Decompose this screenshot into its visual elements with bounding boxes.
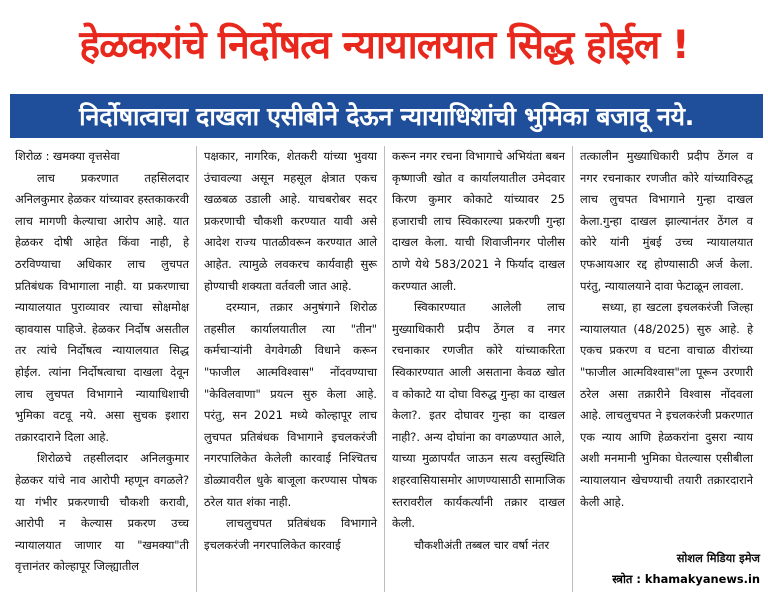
paragraph: सध्या, हा खटला इचलकरंजी जिल्हा न्यायालयात (48/2025) सुरु आहे. हे एकच प्रकरण व घटना वाचाळ वीरांच्या "फाजील आत्मविश्वास"ला पूरून उरणारी ठरेल असा तक्रारीने विश्वास नोंदवला आहे. लाचलुचपत ने इचलकरंजी प्रकरणात एक न्याय आणि हेळकरांना दुसरा न्याय अशी मनमानी भुमिका घेतल्यास एसीबीला न्यायालयान खेचण्याची तयारी तक्रारदाराने केली आहे. xyxy=(580,300,753,509)
column-1 xyxy=(8,146,196,592)
paragraph: चौकशीअंती तब्बल चार वर्षा नंतर xyxy=(414,537,550,552)
paragraph: पक्षकार, नागरिक, शेतकरी यांच्या भुवया उंचावल्या असून महसूल क्षेत्रात एकच खळबळ उडाली आहे. याचबरोबर सदर प्रकरणाची चौकशी करण्यात यावी असे आदेश राज्य पातळीवरून करण्यात आले आहेत. त्यामुळे लवकरच कार्यवाही सुरू होण्याची शक्यता वर्तवली जात आहे. xyxy=(204,149,377,293)
subheadline: निर्दोषात्वाचा दाखला एसीबीने देऊन न्यायाधिशांची भुमिका बजावू नये. xyxy=(79,102,694,131)
paragraph: करून नगर रचना विभागाचे अभियंता बबन कृष्णाजी खोत व कार्यालयातील उमेदवार किरण कुमार कोकाटे यांच्यावर 25 हजाराची लाच स्विकारल्या प्रकरणी गुन्हा दाखल केला. याची शिवाजीनगर पोलीस ठाणे येथे 583/2021 ने फिर्याद दाखल करण्यात आली. xyxy=(392,149,565,293)
paragraph: लाचलुचपत प्रतिबंधक विभागाने इचलकरंजी नगरपालिकेत कारवाई xyxy=(204,516,377,552)
headline-area xyxy=(0,0,768,86)
column-3 xyxy=(384,146,572,592)
paragraph: तत्कालीन मुख्याधिकारी प्रदीप ठेंगल व नगर रचनाकार रणजीत कोरे यांच्याविरुद्ध लाच लुचपत विभागाने गुन्हा दाखल केला.गुन्हा दाखल झाल्यानंतर ठेंगल व कोरे यांनी मुंबई उच्च न्यायालयात एफआयआर रद्द होण्यासाठी अर्ज केला. परंतु, न्यायालयाने दावा फेटाळून लावला. xyxy=(580,149,753,293)
paragraph: शिरोळचे तहसीलदार अनिलकुमार हेळकर यांचे नाव आरोपी म्हणून वगळले? या गंभीर प्रकरणाची चौकशी करावी, आरोपी न केल्यास प्रकरण उच्च न्यायालयात जाणार या "खमक्या"ती वृत्तानंतर कोल्हापूर जिल्ह्यातील xyxy=(15,451,189,574)
column-2 xyxy=(196,146,384,592)
source-credit: स्त्रोत : khamakyanews.in xyxy=(612,572,760,586)
headline: हेळकरांचे निर्दोषत्व न्यायालयात सिद्ध होईल ! xyxy=(79,22,689,68)
column-4 xyxy=(572,146,760,592)
subheadline-band xyxy=(10,94,763,138)
byline: शिरोळ : खमक्या वृत्तसेवा xyxy=(15,149,120,163)
image-credit xyxy=(612,548,760,590)
credit-label: सोशल मिडिया इमेज xyxy=(676,551,760,565)
paragraph: लाच प्रकरणात तहसिलदार अनिलकुमार हेळकर यांच्यावर हस्तकाकरवी लाच मागणी केल्याचा आरोप आहे. यात हेळकर दोषी आहेत किंवा नाही, हे ठरविण्याचा अधिकार लाच लुचपत प्रतिबंधक विभागाला नाही. या प्रकरणाचा न्यायालयात पुराव्यावर त्याचा सोक्षमोक्ष व्हावयास पाहिजे. हेळकर निर्दोष असतील तर त्यांचे निर्दोषत्व न्यायालयात सिद्ध होईल. त्यांना निर्दोषत्वाचा दाखला देवून लाच लुचपत विभागाने न्यायाधिशाची भुमिका वटवू नये. असा सुचक इशारा तक्रारदाराने दिला आहे. xyxy=(15,170,189,444)
paragraph: दरम्यान, तक्रार अनुषंगाने शिरोळ तहसील कार्यालयातील त्या "तीन" कर्मचाऱ्यांनी वेगवेगळी विधाने करून "फाजील आत्मविश्वास" नोंदवण्याचा "केविलवाणा" प्रयत्न सुरु केला आहे. परंतु, सन 2021 मध्ये कोल्हापूर लाच लुचपत प्रतिबंधक विभागाने इचलकरंजी नगरपालिकेत केलेली कारवाई निश्चितच डोळ्यावरील धुके बाजूला करण्यास पोषक ठरेल यात शंका नाही. xyxy=(204,300,377,509)
article-columns xyxy=(8,146,760,592)
paragraph: स्विकारण्यात आलेली लाच मुख्याधिकारी प्रदीप ठेंगल व नगर रचनाकार रणजीत कोरे यांच्याकरिता स्विकारण्यात आली असताना केवळ खोत व कोकाटे या दोघा विरुद्ध गुन्हा का दाखल केला?. इतर दोघावर गुन्हा का दाखल नाही?. अन्य दोघांना का वगळण्यात आले, याच्या मुळापर्यंत जाऊन सत्य वस्तुस्थिति शहरवासियासमोर आणण्यासाठी सामाजिक स्तरावरील कार्यकर्त्यांनी तक्रार दाखल केली. xyxy=(392,300,565,531)
